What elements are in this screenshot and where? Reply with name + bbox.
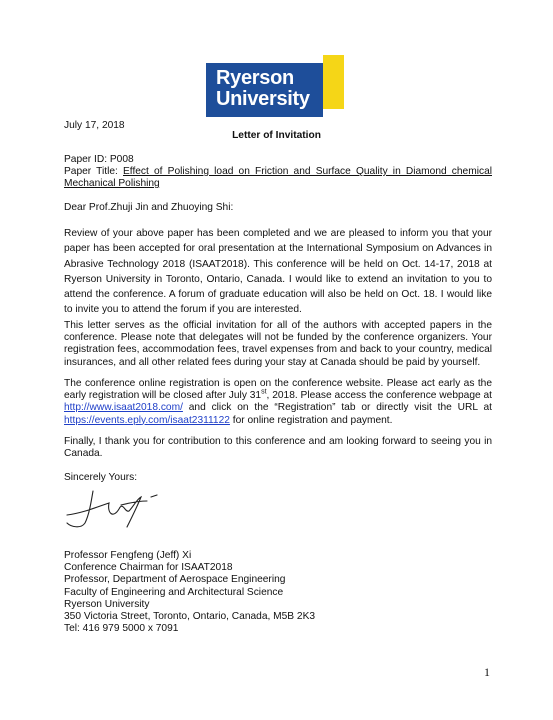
signature-line: Conference Chairman for ISAAT2018 (64, 562, 233, 574)
page-number: 1 (484, 665, 490, 679)
paragraph-3-text-a: The conference online registration is open on the conference website. Please act early as the early registration will be closed after July 31 (64, 378, 492, 402)
paragraph-3-text-b: , 2018. Please access the conference webpage at (266, 390, 492, 402)
paragraph-2: This letter serves as the official invitation for all of the authors with accepted papers in the conference. Please note that delegates will not be funded by the conference organizers. Your registration fees, accommodation fees, travel expenses from and back to your country, medical insurances, and all other related fees during your stay at Canada should be paid by yourself. (64, 320, 492, 368)
paragraph-3-text-d: for online registration and payment. (229, 414, 393, 426)
logo-text-line2: University (216, 88, 310, 110)
signature-block (64, 550, 492, 635)
signature-line: 350 Victoria Street, Toronto, Ontario, Canada, M5B 2K3 (64, 611, 316, 623)
registration-url-link[interactable]: https://events.eply.com/isaat2311122 (64, 414, 230, 426)
ordinal-suffix: st (261, 388, 267, 396)
signature-line: Professor Fengfeng (Jeff) Xi (64, 550, 192, 561)
signature-line: Faculty of Engineering and Architectural Science (64, 586, 284, 598)
closing: Sincerely Yours: (64, 472, 138, 483)
salutation: Dear Prof.Zhuji Jin and Zhuoying Shi: (64, 202, 234, 213)
paragraph-4: Finally, I thank you for contribution to this conference and am looking forward to seeing you in Canada. (64, 436, 492, 460)
conference-website-link[interactable]: http://www.isaat2018.com/ (64, 402, 183, 414)
signature-line: Professor, Department of Aerospace Engineering (64, 574, 286, 586)
signature-line: Ryerson University (64, 598, 150, 610)
logo-text-line1: Ryerson (216, 67, 294, 89)
signature-line: Tel: 416 979 5000 x 7091 (64, 623, 179, 635)
logo-gold-bar (323, 55, 344, 109)
handwritten-signature (63, 483, 173, 533)
paragraph-3-text-c: and click on the “Registration” tab or directly visit the URL at (182, 402, 492, 414)
paragraph-3 (64, 378, 492, 427)
letter-title: Letter of Invitation (232, 130, 321, 141)
letter-date: July 17, 2018 (64, 120, 125, 131)
paper-title: Effect of Polishing load on Friction and Surface Quality in Diamond chemical Mechanical Polishing (64, 166, 492, 190)
ryerson-university-logo (206, 55, 344, 117)
paper-title-label: Paper Title: (64, 166, 123, 177)
paper-title-line (64, 166, 492, 190)
paragraph-1: Review of your above paper has been completed and we are pleased to inform you that your paper has been accepted for oral presentation at the International Symposium on Advances in Abrasive Technology 2018 (ISAAT2018). This conference will be held on Oct. 14-17, 2018 at Ryerson University in Toronto, Ontario, Canada. I would like to extend an invitation to you to attend the conference. A forum of graduate education will also be held on Oct. 18. I would like to invite you to attend the forum if you are interested. (64, 228, 492, 316)
paper-id: Paper ID: P008 (64, 154, 134, 165)
